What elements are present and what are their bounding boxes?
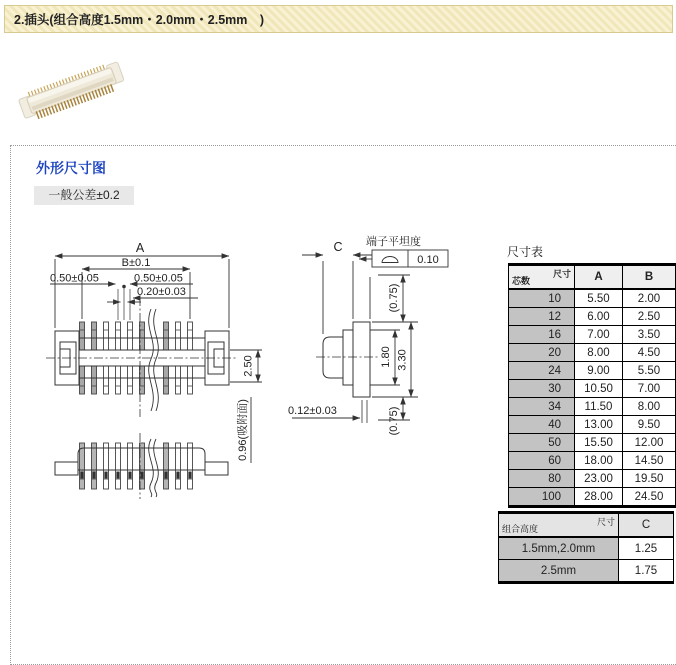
table-row xyxy=(509,416,676,434)
table-row xyxy=(509,380,676,398)
dim-a-cell: 5.50 xyxy=(575,289,623,308)
corner-label-size: 尺寸 xyxy=(552,269,571,279)
pin-count-cell: 30 xyxy=(509,380,575,398)
dim-050-left-label: 0.50±0.05 xyxy=(50,272,99,285)
pin-count-cell: 20 xyxy=(509,344,575,362)
page-header-bar xyxy=(4,5,673,33)
table-row xyxy=(509,289,676,308)
corner-label-size2: 尺寸 xyxy=(596,517,615,527)
dim-096-label: 0.96(吸附面) xyxy=(237,399,249,461)
size-table-title: 尺寸表 xyxy=(507,245,544,259)
column-header-b: B xyxy=(623,265,676,290)
pin-count-cell: 100 xyxy=(509,488,575,507)
dim-a-cell: 18.00 xyxy=(575,452,623,470)
dim-a-label: A xyxy=(135,241,145,255)
dim-b-cell: 3.50 xyxy=(623,326,676,344)
dim-a-cell: 13.00 xyxy=(575,416,623,434)
page-header-title: 2.插头(组合高度1.5mm・2.0mm・2.5mm ) xyxy=(14,13,265,27)
size-table-corner-cell xyxy=(509,265,575,290)
dim-a-cell: 11.50 xyxy=(575,398,623,416)
dim-b-cell: 4.50 xyxy=(623,344,676,362)
dim-a-cell: 7.00 xyxy=(575,326,623,344)
dim-a-cell: 8.00 xyxy=(575,344,623,362)
pin-count-cell: 50 xyxy=(509,434,575,452)
dimension-drawing xyxy=(30,225,475,530)
corner-label-pins: 芯数 xyxy=(512,276,531,286)
dim-c-cell: 1.25 xyxy=(619,537,674,560)
pin-count-cell: 34 xyxy=(509,398,575,416)
dim-b-cell: 24.50 xyxy=(623,488,676,507)
pin-count-cell: 10 xyxy=(509,289,575,308)
dim-180-label: 1.80 xyxy=(380,346,392,368)
pin-count-cell: 80 xyxy=(509,470,575,488)
corner-label-height: 组合高度 xyxy=(502,524,539,534)
table-row xyxy=(509,308,676,326)
pin-count-cell: 40 xyxy=(509,416,575,434)
dim-b-label: B±0.1 xyxy=(121,257,151,269)
table-row xyxy=(499,560,674,583)
dim-b-cell: 9.50 xyxy=(623,416,676,434)
height-table-header-row xyxy=(499,513,674,538)
pin-count-cell: 16 xyxy=(509,326,575,344)
height-table-corner-cell xyxy=(499,513,619,538)
dim-b-cell: 12.00 xyxy=(623,434,676,452)
dim-a-cell: 10.50 xyxy=(575,380,623,398)
general-tolerance-note: 一般公差±0.2 xyxy=(34,186,134,205)
size-table xyxy=(508,263,676,508)
side-view xyxy=(55,433,228,499)
connector-photo-graphic xyxy=(15,52,130,124)
table-row xyxy=(509,452,676,470)
dim-b-cell: 7.00 xyxy=(623,380,676,398)
mating-height-cell: 2.5mm xyxy=(499,560,619,583)
dim-075-bottom-label: (0.75) xyxy=(388,406,400,436)
dim-b-cell: 8.00 xyxy=(623,398,676,416)
table-row xyxy=(509,470,676,488)
dim-b-cell: 2.50 xyxy=(623,308,676,326)
height-table xyxy=(498,511,674,584)
table-row xyxy=(509,398,676,416)
dim-075-top-label: (0.75) xyxy=(388,283,400,313)
dim-b-cell: 5.50 xyxy=(623,362,676,380)
pin-count-cell: 60 xyxy=(509,452,575,470)
table-row xyxy=(509,344,676,362)
dim-330-label: 3.30 xyxy=(396,349,409,371)
connector-photo xyxy=(15,52,130,124)
dim-050-right-label: 0.50±0.05 xyxy=(134,272,183,285)
table-row xyxy=(509,488,676,507)
dim-a-cell: 23.00 xyxy=(575,470,623,488)
dim-c-cell: 1.75 xyxy=(619,560,674,583)
dim-012-label: 0.12±0.03 xyxy=(288,405,337,417)
dim-020-label: 0.20±0.03 xyxy=(137,286,186,298)
plan-view xyxy=(46,297,238,417)
mating-height-cell: 1.5mm,2.0mm xyxy=(499,537,619,560)
column-header-a: A xyxy=(575,265,623,290)
dim-a-cell: 28.00 xyxy=(575,488,623,507)
column-header-c: C xyxy=(619,513,674,538)
dim-a-cell: 6.00 xyxy=(575,308,623,326)
table-row xyxy=(509,362,676,380)
section-title: 外形尺寸图 xyxy=(36,160,106,176)
pin-count-cell: 12 xyxy=(509,308,575,326)
height-table-body xyxy=(499,537,674,583)
dim-b-cell: 14.50 xyxy=(623,452,676,470)
dim-b-cell: 2.00 xyxy=(623,289,676,308)
dim-c-label: C xyxy=(333,240,343,254)
table-row xyxy=(499,537,674,560)
size-table-header-row xyxy=(509,265,676,290)
dim-250-label: 2.50 xyxy=(242,355,255,377)
pin-count-cell: 24 xyxy=(509,362,575,380)
table-row xyxy=(509,326,676,344)
flatness-value: 0.10 xyxy=(417,254,439,266)
flatness-title: 端子平坦度 xyxy=(366,236,421,248)
dim-a-cell: 15.50 xyxy=(575,434,623,452)
table-row xyxy=(509,434,676,452)
dim-b-cell: 19.50 xyxy=(623,470,676,488)
size-table-body xyxy=(509,289,676,507)
dim-a-cell: 9.00 xyxy=(575,362,623,380)
